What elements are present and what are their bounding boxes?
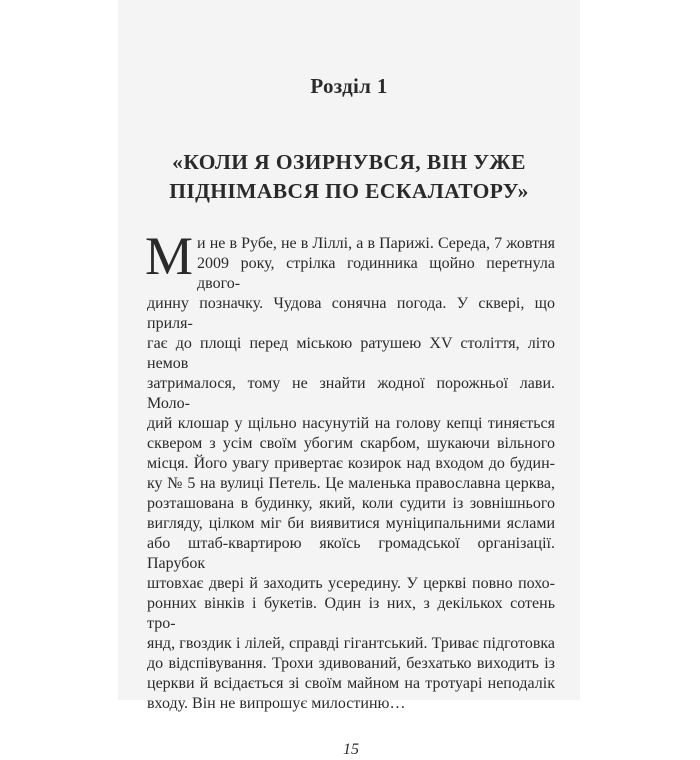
body-text bbox=[145, 226, 555, 714]
body-line: динну позначку. Чудова сонячна погода. У сквері, що приля- bbox=[147, 295, 555, 332]
chapter-label: Розділ 1 bbox=[310, 74, 388, 98]
body-line: ронних вінків і букетів. Один із них, з декількох сотень тро- bbox=[147, 595, 555, 632]
book-page bbox=[118, 0, 580, 758]
body-line: розташована в будинку, який, коли судити із зовнішнього bbox=[147, 495, 555, 512]
body-line: або штаб-квартирою якоїсь громадської організації. Парубок bbox=[147, 535, 555, 572]
body-line: 2009 року, стрілка годинника щойно перетнула двого- bbox=[197, 255, 555, 292]
body-line: вигляду, цілком міг би виявитися муніципальними яслами bbox=[147, 515, 555, 532]
body-line: ку № 5 на вулиці Петель. Це маленька православна церква, bbox=[147, 475, 555, 492]
body-line: до відспівування. Трохи здивований, безхатько виходить із bbox=[147, 655, 555, 672]
page-number: 15 bbox=[343, 741, 359, 758]
body-line: входу. Він не випрошує милостиню… bbox=[147, 695, 406, 712]
chapter-title-line: ПІДНІМАВСЯ ПО ЕСКАЛАТОРУ» bbox=[169, 179, 529, 203]
body-line: гає до площі перед міською ратушею XV століття, літо немов bbox=[147, 335, 555, 372]
body-line: дий клошар у щільно насунутій на голову кепці тиняється bbox=[147, 415, 555, 432]
body-line: сквером з усім своїм убогим скарбом, шукаючи вільного bbox=[147, 435, 555, 452]
body-line: церкви й всідається зі своїм майном на тротуарі неподалік bbox=[147, 675, 555, 692]
drop-cap: М bbox=[145, 226, 194, 286]
chapter-title-line: «КОЛИ Я ОЗИРНУВСЯ, ВІН УЖЕ bbox=[172, 150, 526, 174]
body-line: и не в Рубе, не в Ліллі, а в Парижі. Середа, 7 жовтня bbox=[197, 235, 555, 252]
body-line: місця. Його увагу привертає козирок над входом до будин- bbox=[147, 455, 555, 472]
body-line: янд, гвоздик і лілей, справді гігантський. Триває підготовка bbox=[147, 635, 555, 652]
body-line: штовхає двері й заходить усередину. У церкві повно похо- bbox=[147, 575, 555, 592]
chapter-title bbox=[118, 148, 580, 206]
body-line: затрималося, тому не знайти жодної порожньої лави. Моло- bbox=[147, 375, 555, 412]
